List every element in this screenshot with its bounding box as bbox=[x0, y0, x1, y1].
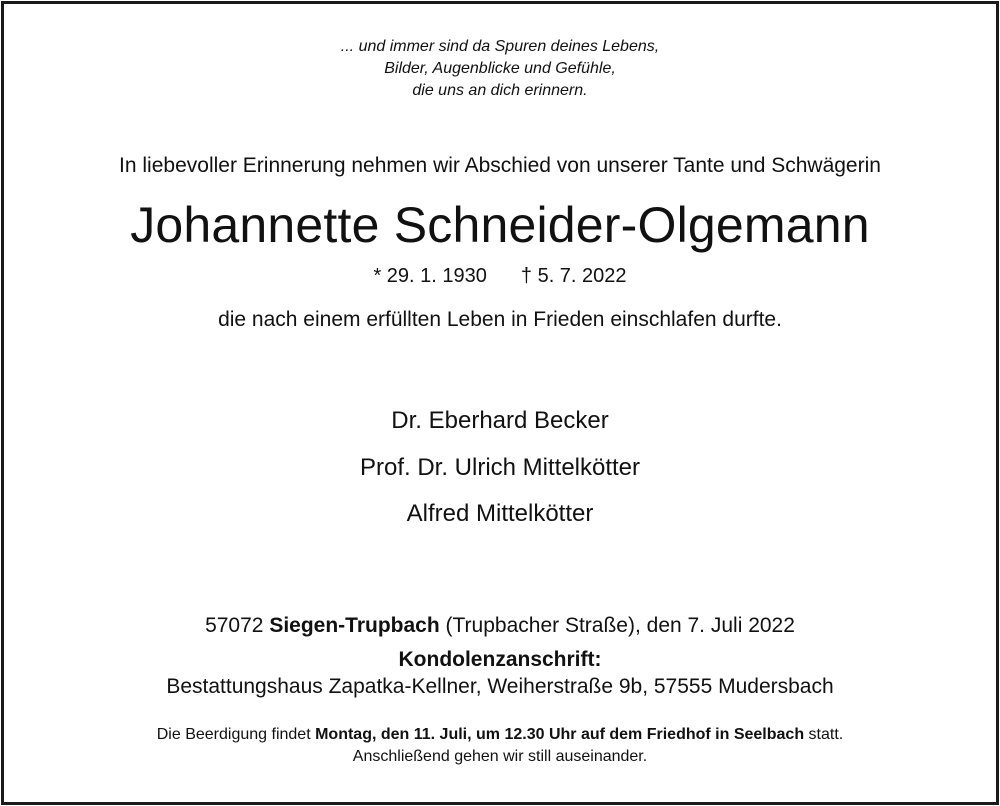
city: Siegen-Trupbach bbox=[269, 614, 440, 637]
mourner-1: Dr. Eberhard Becker bbox=[391, 407, 609, 434]
motto-line-3: die uns an dich erinnern. bbox=[412, 82, 588, 99]
condolence-address: Bestattungshaus Zapatka-Kellner, Weiherstraße 9b, 57555 Mudersbach bbox=[166, 675, 834, 698]
motto-line-1: ... und immer sind da Spuren deines Lebens, bbox=[340, 38, 660, 55]
mourner-3: Alfred Mittelkötter bbox=[406, 500, 594, 527]
motto-line-2: Bilder, Augenblicke und Gefühle, bbox=[384, 60, 616, 77]
intro-text: In liebevoller Erinnerung nehmen wir Abschied von unserer Tante und Schwägerin bbox=[119, 154, 881, 177]
postal-code: 57072 bbox=[205, 614, 264, 637]
funeral-details: Montag, den 11. Juli, um 12.30 Uhr auf dem Friedhof in Seelbach bbox=[315, 726, 805, 743]
birth-date: * 29. 1. 1930 bbox=[373, 265, 487, 287]
condolence-label: Kondolenzanschrift: bbox=[398, 648, 602, 671]
place-date bbox=[0, 614, 1000, 638]
funeral-closing: Anschließend gehen wir still auseinander. bbox=[352, 748, 648, 765]
funeral-prefix: Die Beerdigung findet bbox=[156, 726, 311, 743]
mourner-2: Prof. Dr. Ulrich Mittelkötter bbox=[359, 454, 641, 481]
deceased-name: Johannette Schneider-Olgemann bbox=[130, 197, 870, 253]
death-date: † 5. 7. 2022 bbox=[520, 265, 627, 287]
place-date-rest: (Trupbacher Straße), den 7. Juli 2022 bbox=[445, 614, 795, 637]
funeral-suffix: statt. bbox=[808, 726, 844, 743]
funeral-info bbox=[0, 726, 1000, 744]
after-text: die nach einem erfüllten Leben in Frieden einschlafen durfte. bbox=[218, 308, 782, 331]
life-dates bbox=[0, 265, 1000, 288]
